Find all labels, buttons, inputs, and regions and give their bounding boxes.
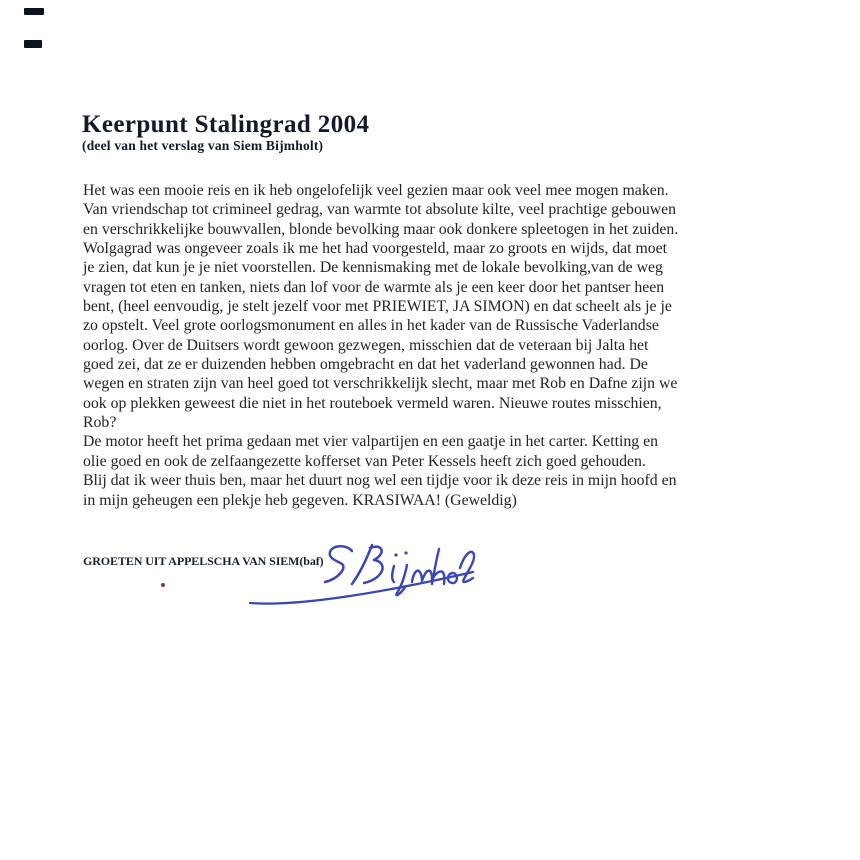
document-title: Keerpunt Stalingrad 2004 (82, 111, 370, 138)
body-text-line: Van vriendschap tot crimineel gedrag, van warmte tot absolute kilte, veel prachtige gebouwen (83, 201, 677, 219)
body-text-line: Rob? (83, 414, 117, 432)
body-text-line: Blij dat ik weer thuis ben, maar het duurt nog wel een tijdje voor ik deze reis in mijn hoofd en (83, 472, 677, 490)
signature-ij-dot (404, 551, 407, 554)
signature-ij-dot (394, 553, 397, 556)
body-text-line: je zien, dat kun je je niet voorstellen. De kennismaking met de lokale bevolking,van de weg (83, 259, 663, 277)
body-text-line: De motor heeft het prima gedaan met vier valpartijen en een gaatje in het carter. Ketting en (83, 433, 659, 451)
signature-underline (250, 572, 473, 604)
document-subtitle: (deel van het verslag van Siem Bijmholt) (82, 138, 324, 153)
body-text-line: olie goed en ook de zelfaangezette kofferset van Peter Kessels heeft zich goed gehouden. (83, 452, 646, 470)
letter-body (83, 181, 783, 510)
signature-letter-l (460, 552, 474, 582)
signature-svg (240, 533, 490, 613)
signature-letter-b-loops (364, 547, 383, 583)
signature-letter-b-stem (352, 545, 372, 584)
body-text-line: Wolgagrad was ongeveer zoals ik me het had voorgesteld, maar zo groots en wijds, dat moet (83, 240, 668, 258)
body-text-line: bent, (heel eenvoudig, je stelt jezelf voor met PRIEWIET, JA SIMON) en dat scheelt als je je (83, 298, 672, 316)
body-text-line: wegen en straten zijn van heel goed tot verschrikkelijk slecht, maar met Rob en Dafne zijn we (83, 375, 678, 393)
signature-letter-i (392, 566, 394, 582)
body-text-line: Het was een mooie reis en ik heb ongelofelijk veel gezien maar ook veel mee mogen maken. (83, 182, 669, 199)
signature-letter-s (325, 546, 352, 582)
signature-strokes (250, 545, 474, 604)
body-text-line: oorlog. Over de Duitsers wordt gewoon gezwegen, misschien dat de veteraan bij Jalta het (83, 336, 649, 354)
handwritten-signature (240, 533, 490, 613)
body-text-line: zo opstelt. Veel grote oorlogsmonument en alles in het kader van de Russische Vaderlandse (83, 317, 659, 335)
body-text-line: ook op plekken geweest die niet in het routeboek vermeld waren. Nieuwe routes misschien, (83, 394, 662, 412)
closing-greeting: GROETEN UIT APPELSCHA VAN SIEM(baf) (83, 554, 324, 568)
body-text-line: vragen tot eten en tanken, niets dan lof voor de warmte als je een keer door het pantser heen (83, 278, 665, 296)
scan-artifact-mark (24, 40, 42, 48)
signature-letter-j (396, 565, 407, 595)
ink-dot-artifact (161, 583, 165, 587)
body-text-line: en verschrikkelijke bouwvallen, blonde bevolking maar ook donkere spleetogen in het zuiden. (83, 220, 679, 238)
body-text-line: goed zei, dat ze er duizenden hebben omgebracht en dat het vaderland gewonnen had. De (83, 356, 648, 374)
body-text-line: in mijn geheugen een plekje heb gegeven. KRASIWAA! (Geweldig) (83, 491, 517, 509)
scan-artifact-mark (24, 8, 44, 15)
signature-letter-m (412, 571, 432, 582)
